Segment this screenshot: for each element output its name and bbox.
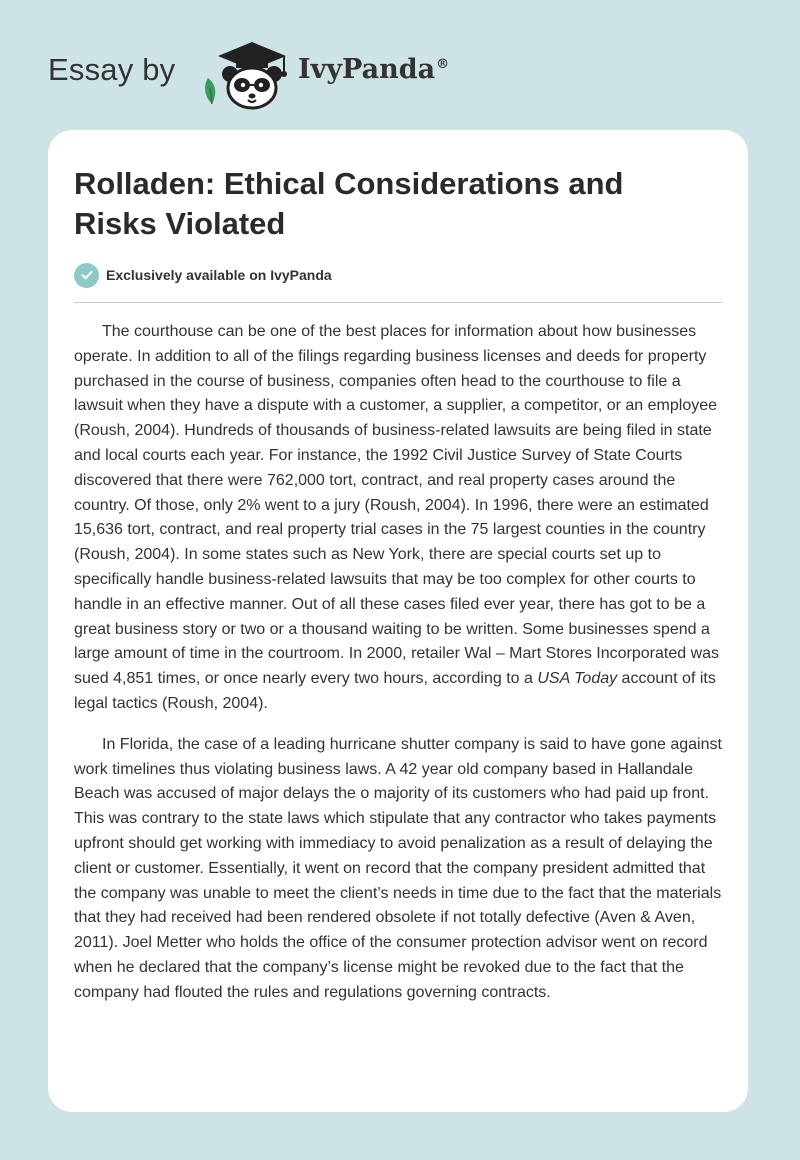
essay-card — [48, 130, 748, 1112]
panda-graduate-icon[interactable] — [200, 34, 292, 110]
badge-label: Exclusively available on IvyPanda — [106, 267, 332, 283]
check-icon — [74, 263, 99, 288]
brand-logo-text[interactable]: IvyPanda® — [298, 54, 450, 85]
essay-by-label: Essay by — [48, 52, 176, 87]
site-header — [48, 30, 548, 110]
paragraph: The courthouse can be one of the best places for information about how businesses operate. In addition to all of the filings regarding business licenses and deeds for property purchased in the course of business, companies often head to the courthouse to file a lawsuit when they have a dispute with a customer, a supplier, a competitor, or an employee (Roush, 2004). Hundreds of thousands of business-related lawsuits are being filed in state and local courts each year. For instance, the 1992 Civil Justice Survey of State Courts discovered that there were 762,000 tort, contract, and real property cases around the country. Of those, only 2% went to a jury (Roush, 2004). In 1996, there were an estimated 15,636 tort, contract, and real property trial cases in the 75 largest counties in the country (Roush, 2004). In some states such as New York, there are special courts set up to specifically handle business-related lawsuits that may be too complex for other courts to handle in an effective manner. Out of all these cases filed ever year, there has got to be a great business story or two or a thousand waiting to be written. Some businesses spend a large amount of time in the courtroom. In 2000, retailer Wal – Mart Stores Incorporated was sued 4,851 times, or once nearly every two hours, according to a USA Today account of its legal tactics (Roush, 2004). — [74, 323, 720, 712]
essay-body — [74, 320, 724, 1022]
essay-title: Rolladen: Ethical Considerations and Risks Violated — [74, 166, 624, 241]
exclusive-badge — [74, 262, 332, 288]
publication-name: USA Today — [537, 670, 618, 688]
divider — [74, 302, 723, 303]
paragraph: In Florida, the case of a leading hurricane shutter company is said to have gone against work timelines thus violating business laws. A 42 year old company based in Hallandale Beach was accused of major delays the o majority of its customers who had paid up front. This was contrary to the state laws which stipulate that any contractor who takes payments upfront should get working with immediacy to avoid penalization as a result of delaying the client or customer. Essentially, it went on record that the company president admitted that the company was unable to meet the client’s needs in time due to the fact that the materials that they had received had been rendered obsolete if not totally defective (Aven & Aven, 2011). Joel Metter who holds the office of the consumer protection advisor went on record when he declared that the company’s license might be revoked due to the fact that the company had flouted the rules and regulations governing contracts. — [74, 735, 722, 1001]
